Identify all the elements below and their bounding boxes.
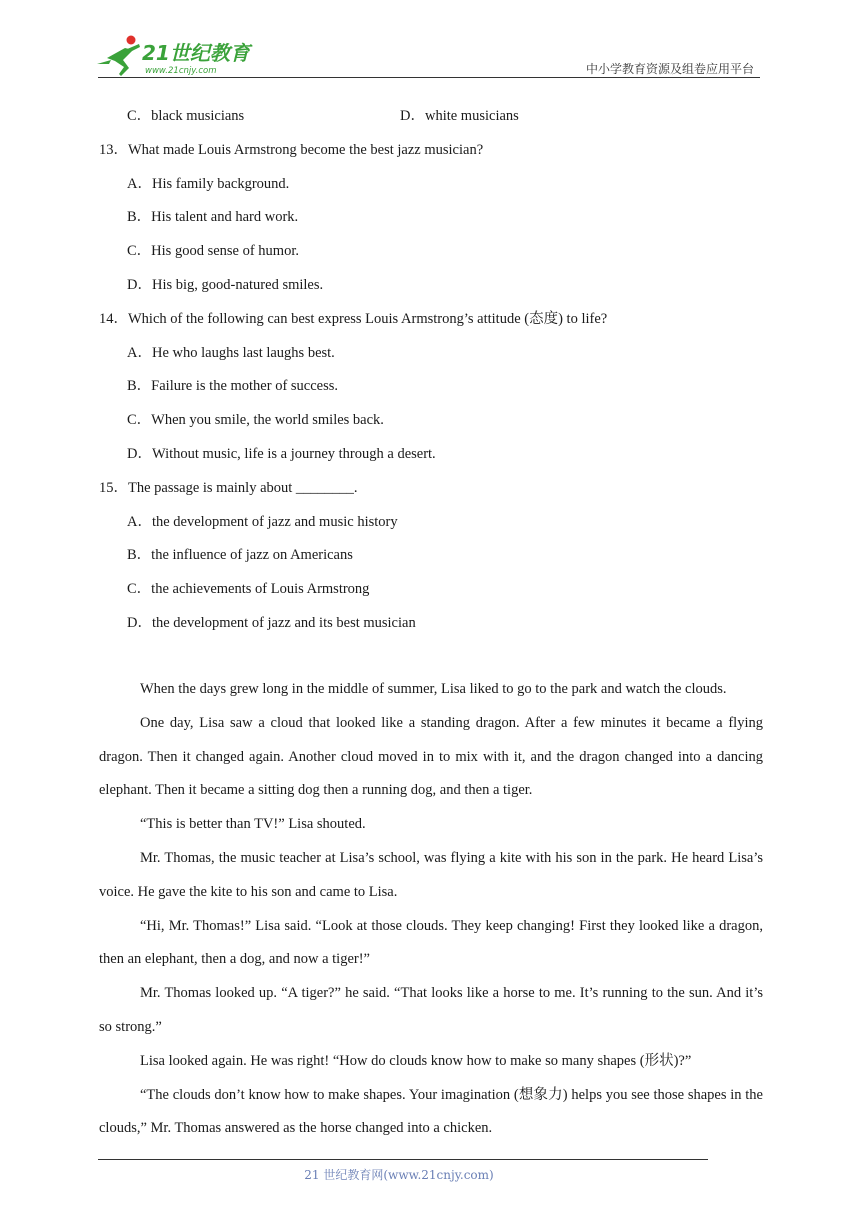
header-divider	[98, 77, 760, 78]
question-14-stem: 14．Which of the following can best express Louis Armstrong’s attitude (态度) to life?	[99, 311, 608, 327]
question-13-option: C．His good sense of humor.	[127, 243, 299, 259]
passage-paragraph: When the days grew long in the middle of summer, Lisa liked to go to the park and watch the clouds.	[140, 681, 727, 697]
footer-text: 21 世纪教育网(www.21cnjy.com)	[304, 1168, 494, 1182]
passage-paragraph: “The clouds don’t know how to make shapes. Your imagination (想象力) helps you see those shapes in the clouds,” Mr. Thomas answered as the horse changed into a chicken.	[99, 1086, 763, 1137]
passage-paragraph: Mr. Thomas looked up. “A tiger?” he said. “That looks like a horse to me. It’s running to the sun. And it’s so strong.”	[99, 985, 763, 1035]
question-15-option: B．the influence of jazz on Americans	[127, 547, 353, 563]
platform-name: 中小学教育资源及组卷应用平台	[585, 62, 754, 76]
question-13-option: D．His big, good-natured smiles.	[127, 277, 324, 293]
page-header	[0, 0, 860, 80]
footer-divider	[98, 1159, 708, 1160]
question-15-option: A．the development of jazz and music history	[127, 514, 398, 530]
passage-paragraph: Mr. Thomas, the music teacher at Lisa’s school, was flying a kite with his son in the park. He heard Lisa’s voice. He gave the kite to his son and came to Lisa.	[99, 849, 763, 900]
option-c-prev: C．black musicians	[127, 108, 245, 124]
question-15-option: C．the achievements of Louis Armstrong	[127, 581, 370, 597]
option-d-prev: D．white musicians	[400, 108, 519, 124]
question-14-option: A．He who laughs last laughs best.	[127, 345, 335, 361]
question-13-stem: 13．What made Louis Armstrong become the best jazz musician?	[99, 142, 484, 158]
question-14-option: C．When you smile, the world smiles back.	[127, 412, 384, 428]
svg-text:www.21cnjy.com: www.21cnjy.com	[145, 66, 217, 76]
reading-passage	[0, 673, 763, 1146]
question-14-option: B．Failure is the mother of success.	[127, 378, 339, 394]
page-footer	[0, 1166, 860, 1183]
site-logo	[95, 34, 260, 78]
question-15-stem: 15．The passage is mainly about ________.	[99, 480, 358, 496]
passage-paragraph: One day, Lisa saw a cloud that looked like a standing dragon. After a few minutes it became a flying dragon. Then it changed again. Another cloud moved in to mix with it, and the dragon changed into a dancing elephant. Then it became a sitting dog then a running dog, and then a tiger.	[99, 714, 763, 799]
svg-text:21世纪教育: 21世纪教育	[142, 41, 250, 65]
passage-paragraph: Lisa looked again. He was right! “How do clouds know how to make so many shapes (形状)?”	[140, 1052, 692, 1069]
passage-paragraph: “This is better than TV!” Lisa shouted.	[140, 816, 366, 833]
question-13-option: B．His talent and hard work.	[127, 209, 299, 225]
question-15-option: D．the development of jazz and its best musician	[127, 615, 416, 631]
passage-paragraph: “Hi, Mr. Thomas!” Lisa said. “Look at those clouds. They keep changing! First they looked like a dragon, then an elephant, then a dog, and now a tiger!”	[99, 917, 763, 968]
question-14-option: D．Without music, life is a journey through a desert.	[127, 446, 436, 462]
question-13-option: A．His family background.	[127, 176, 290, 192]
